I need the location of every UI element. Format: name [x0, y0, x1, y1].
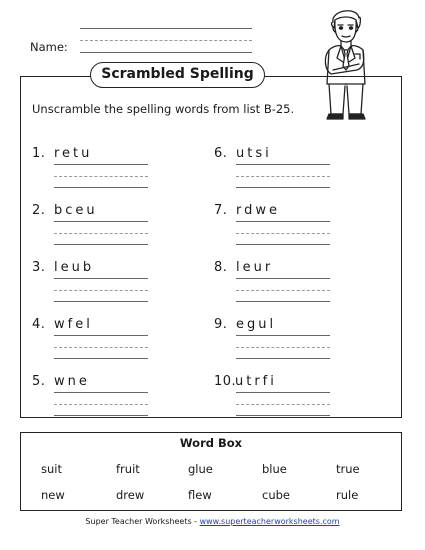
word-box-word: rule	[336, 488, 359, 502]
name-line-top	[80, 28, 252, 29]
scramble-item	[214, 203, 364, 253]
answer-line[interactable]	[236, 221, 330, 222]
item-number: 10.	[214, 374, 237, 389]
item-number: 8.	[214, 260, 228, 275]
answer-guide-line	[236, 347, 330, 348]
answer-line[interactable]	[54, 278, 148, 279]
footer-text: Super Teacher Worksheets -	[85, 517, 200, 526]
item-number: 1.	[32, 146, 46, 161]
scramble-item	[32, 146, 182, 196]
scramble-item	[32, 260, 182, 310]
answer-line[interactable]	[54, 221, 148, 222]
word-box-word: fruit	[116, 462, 140, 476]
footer	[0, 517, 425, 526]
item-number: 5.	[32, 374, 46, 389]
scrambled-word: wfel	[54, 317, 93, 332]
answer-guide-line	[54, 176, 148, 177]
answer-guide-line	[236, 233, 330, 234]
answer-baseline	[236, 358, 330, 359]
answer-line[interactable]	[236, 392, 330, 393]
scramble-item	[214, 146, 364, 196]
instructions: Unscramble the spelling words from list B-25.	[32, 102, 295, 116]
answer-line[interactable]	[54, 164, 148, 165]
scrambled-word: utrfi	[235, 374, 277, 389]
answer-line[interactable]	[236, 278, 330, 279]
footer-link[interactable]: www.superteacherworksheets.com	[199, 517, 340, 526]
answer-baseline	[236, 301, 330, 302]
scrambled-word: leur	[236, 260, 274, 275]
word-box-word: suit	[41, 462, 62, 476]
scramble-item	[214, 374, 364, 424]
item-number: 3.	[32, 260, 46, 275]
name-line-mid	[80, 40, 252, 41]
word-box-word: blue	[262, 462, 287, 476]
answer-line[interactable]	[54, 335, 148, 336]
scrambled-word: retu	[54, 146, 93, 161]
scramble-item	[214, 317, 364, 367]
item-number: 2.	[32, 203, 46, 218]
answer-guide-line	[54, 233, 148, 234]
word-box-title: Word Box	[179, 436, 243, 450]
answer-guide-line	[54, 347, 148, 348]
answer-guide-line	[236, 290, 330, 291]
answer-baseline	[54, 301, 148, 302]
scrambled-word: utsi	[236, 146, 272, 161]
scrambled-word: bceu	[54, 203, 98, 218]
worksheet-title: Scrambled Spelling	[90, 62, 265, 88]
answer-baseline	[54, 415, 148, 416]
name-label: Name:	[30, 40, 68, 54]
word-box-word: new	[41, 488, 65, 502]
answer-baseline	[54, 187, 148, 188]
scrambled-word: leub	[54, 260, 95, 275]
item-number: 9.	[214, 317, 228, 332]
scrambled-word: rdwe	[236, 203, 280, 218]
answer-guide-line	[54, 290, 148, 291]
word-box-word: flew	[188, 488, 212, 502]
word-box-word: glue	[188, 462, 213, 476]
answer-guide-line	[54, 404, 148, 405]
word-box-word: true	[336, 462, 360, 476]
scrambled-word: wne	[54, 374, 90, 389]
answer-baseline	[236, 187, 330, 188]
answer-line[interactable]	[236, 164, 330, 165]
word-box-word: cube	[262, 488, 290, 502]
item-number: 4.	[32, 317, 46, 332]
word-box-word: drew	[116, 488, 145, 502]
answer-guide-line	[236, 404, 330, 405]
scrambled-word: egul	[236, 317, 277, 332]
word-box	[20, 432, 402, 511]
answer-baseline	[54, 358, 148, 359]
name-line-bottom	[80, 52, 252, 53]
answer-line[interactable]	[54, 392, 148, 393]
scramble-item	[32, 317, 182, 367]
item-number: 6.	[214, 146, 228, 161]
answer-baseline	[54, 244, 148, 245]
answer-baseline	[236, 415, 330, 416]
answer-guide-line	[236, 176, 330, 177]
answer-line[interactable]	[236, 335, 330, 336]
scramble-item	[214, 260, 364, 310]
answer-baseline	[236, 244, 330, 245]
item-number: 7.	[214, 203, 228, 218]
scramble-item	[32, 203, 182, 253]
scramble-item	[32, 374, 182, 424]
